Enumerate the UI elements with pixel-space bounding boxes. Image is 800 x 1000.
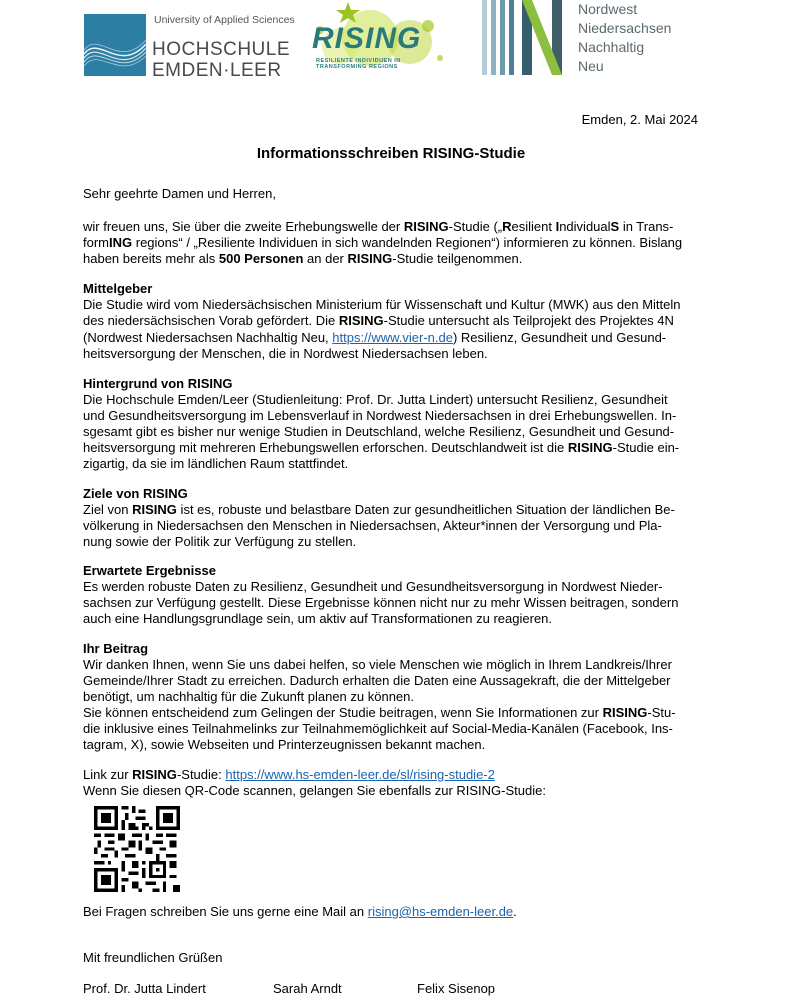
hochschule-wave-icon (84, 14, 146, 76)
vier-n-logo (482, 0, 712, 80)
rising-tagline: RESILIENTE INDIVIDUEN IN TRANSFORMING REGIONS (316, 58, 401, 70)
intro-line-3: haben bereits mehr als 500 Personen an der RISING-Studie teilgenommen. (83, 251, 523, 266)
signature-sisenop: Felix Sisenop (417, 981, 496, 996)
study-link-line: Link zur RISING-Studie: https://www.hs-emden-leer.de/sl/rising-studie-2 (83, 767, 495, 782)
ergebnisse-line-2: sachsen zur Verfügung gestellt. Diese Ergebnisse können nicht nur zu mehr Wissen beitragen, sondern (83, 595, 679, 610)
section-heading-mittelgeber: Mittelgeber (83, 281, 153, 296)
ergebnisse-line-1: Es werden robuste Daten zu Resilienz, Gesundheit und Gesundheitsversorgung in Nordwest Nieder- (83, 579, 663, 594)
intro-line-2: formING regions“ / „Resiliente Individuen in sich wandelnden Regionen“) informieren zu können. Bislang (83, 235, 683, 250)
qr-code-icon[interactable] (94, 806, 180, 892)
mittelgeber-line-3: (Nordwest Niedersachsen Nachhaltig Neu, https://www.vier-n.de) Resilienz, Gesundheit und Gesund- (83, 330, 667, 345)
hintergrund-line-2: und Gesundheitsversorgung im Lebensverlauf in Nordwest Niedersachsen in drei Erhebungswellen. In- (83, 408, 677, 423)
greeting: Sehr geehrte Damen und Herren, (83, 186, 276, 201)
section-heading-ergebnisse: Erwartete Ergebnisse (83, 563, 216, 578)
signature-lindert: Prof. Dr. Jutta Lindert (83, 981, 206, 996)
signature-arndt: Sarah Arndt (273, 981, 342, 996)
intro-line-1: wir freuen uns, Sie über die zweite Erhebungswelle der RISING-Studie („Resilient IndividualS in Trans- (83, 219, 674, 234)
beitrag-line-1: Wir danken Ihnen, wenn Sie uns dabei helfen, so viele Menschen wie möglich in Ihrem Landkreis/Ihrer (83, 657, 672, 672)
hochschule-emden-leer-logo (84, 12, 295, 81)
rising-wordmark: RISING (312, 22, 422, 55)
hochschule-subtitle: University of Applied Sciences (154, 14, 295, 26)
ziele-line-2: völkerung in Niedersachsen den Menschen in Niedersachsen, Akteur*innen der Versorgung und Pla- (83, 518, 662, 533)
vier-n-wordmark: Nordwest Niedersachsen Nachhaltig Neu (578, 1, 672, 74)
hintergrund-line-1: Die Hochschule Emden/Leer (Studienleitung: Prof. Dr. Jutta Lindert) untersucht Resilienz, Gesundheit (83, 392, 668, 407)
ergebnisse-line-3: auch eine Handlungsgrundlage sein, um aktiv auf Transformationen zu reagieren. (83, 611, 553, 626)
contact-email-link[interactable]: rising@hs-emden-leer.de (367, 904, 514, 919)
beitrag-line-5: die inklusive eines Teilnahmelinks zur Teilnahmemöglichkeit auf Social-Media-Kanälen (Facebook, Ins- (83, 721, 673, 736)
mittelgeber-line-1: Die Studie wird vom Niedersächsischen Ministerium für Wissenschaft und Kultur (MWK) aus den Mitteln (83, 297, 681, 312)
page-title: Informationsschreiben RISING-Studie (256, 145, 526, 162)
letter-date: Emden, 2. Mai 2024 (581, 112, 698, 127)
section-heading-hintergrund: Hintergrund von RISING (83, 376, 233, 391)
vier-n-link[interactable]: https://www.vier-n.de (332, 330, 453, 345)
hochschule-name-line1: HOCHSCHULE (152, 39, 291, 60)
mittelgeber-line-4: heitsversorgung der Menschen, die in Nordwest Niedersachsen leben. (83, 346, 488, 361)
section-heading-beitrag: Ihr Beitrag (83, 641, 149, 656)
beitrag-line-2: Gemeinde/Ihrer Stadt zu erreichen. Dadurch erhalten die Daten eine Aussagekraft, die der Mittelgeber (83, 673, 671, 688)
contact-line: Bei Fragen schreiben Sie uns gerne eine Mail an rising@hs-emden-leer.de. (83, 904, 517, 919)
hintergrund-line-4: heitsversorgung mit mehreren Erhebungswellen erforschen. Deutschlandweit ist die RISING-Studie ein- (83, 440, 680, 455)
hochschule-name-line2: EMDEN·LEER (152, 60, 282, 81)
mittelgeber-line-2: des niedersächsischen Vorab gefördert. Die RISING-Studie untersucht als Teilprojekt des Projektes 4N (83, 313, 674, 328)
qr-instruction: Wenn Sie diesen QR-Code scannen, gelangen Sie ebenfalls zur RISING-Studie: (83, 783, 546, 798)
beitrag-line-4: Sie können entscheidend zum Gelingen der Studie beitragen, wenn Sie Informationen zur RISING-Stu- (83, 705, 676, 720)
vier-n-mark-icon (482, 0, 572, 76)
hintergrund-line-5: zigartig, da sie im ländlichen Raum stattfindet. (83, 456, 349, 471)
rising-study-link[interactable]: https://www.hs-emden-leer.de/sl/rising-studie-2 (225, 767, 495, 782)
hintergrund-line-3: sgesamt gibt es bisher nur wenige Studien in Deutschland, welche Resilienz, Gesundheit und Gesund- (83, 424, 675, 439)
ziele-line-3: nung sowie der Politik zur Verfügung zu stellen. (83, 534, 357, 549)
beitrag-line-3: benötigt, um nachhaltig für die Zukunft planen zu können. (83, 689, 414, 704)
beitrag-line-6: tagram, X), sowie Webseiten und Printerzeugnissen bekannt machen. (83, 737, 486, 752)
ziele-line-1: Ziel von RISING ist es, robuste und belastbare Daten zur gesundheitlichen Situation der ländlichen Be- (83, 502, 675, 517)
section-heading-ziele: Ziele von RISING (83, 486, 188, 501)
rising-logo (300, 0, 460, 80)
closing: Mit freundlichen Grüßen (83, 950, 223, 965)
